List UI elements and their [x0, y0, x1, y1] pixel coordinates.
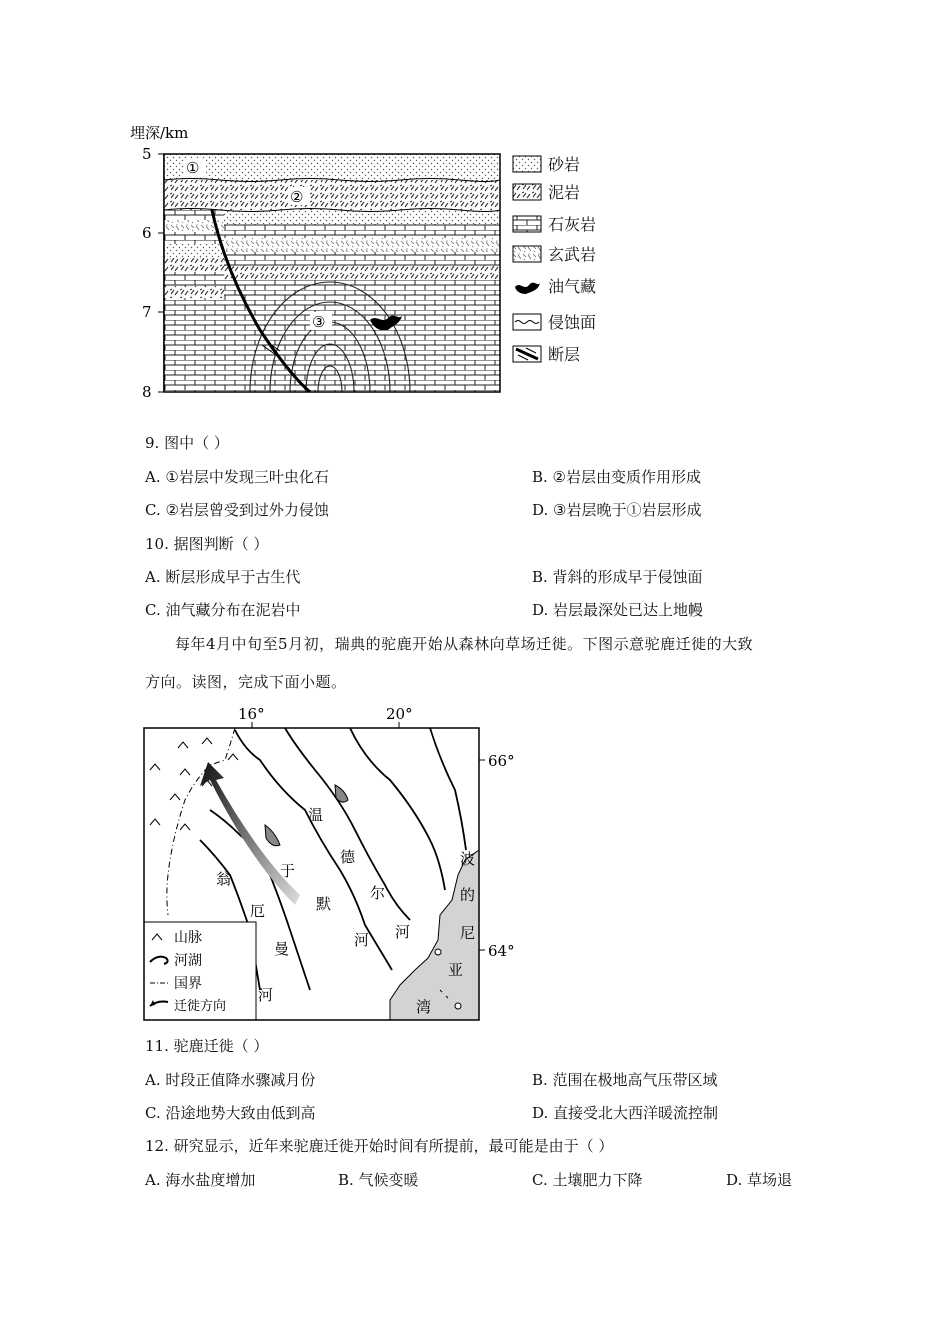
river-yu-2: 默: [316, 895, 332, 913]
oil-icon: [512, 277, 542, 295]
map-legend-migration: 迁徙方向: [174, 999, 227, 1014]
q12-option-d[interactable]: D. 草场退: [726, 1171, 793, 1189]
gulf-3: 尼: [460, 924, 476, 942]
q12-stem: 12. 研究显示，近年来驼鹿迁徙开始时间有所提前，最可能是由于（ ）: [145, 1137, 614, 1155]
river-wen-1: 温: [308, 806, 324, 824]
q12-option-b[interactable]: B. 气候变暖: [338, 1171, 419, 1189]
gulf-4: 亚: [448, 961, 464, 979]
q9-option-d[interactable]: D. ③岩层晚于①岩层形成: [532, 501, 702, 519]
lon-16: 16°: [238, 705, 265, 723]
q11-option-c[interactable]: C. 沿途地势大致由低到高: [145, 1104, 316, 1122]
tick-7: 7: [142, 303, 152, 321]
intro-line-1: 每年4月中旬至5月初，瑞典的驼鹿开始从森林向草场迁徙。下图示意驼鹿迁徙的大致: [175, 635, 754, 653]
map-legend-border: 国界: [174, 976, 202, 992]
legend-basalt: 玄武岩: [512, 242, 596, 265]
q12-option-a[interactable]: A. 海水盐度增加: [145, 1171, 256, 1189]
river-weng-4: 河: [258, 986, 274, 1004]
legend-fault: 断层: [512, 342, 580, 365]
river-weng-1: 翁: [216, 870, 232, 888]
q9-option-c[interactable]: C. ②岩层曾受到过外力侵蚀: [145, 501, 329, 519]
q11-option-a[interactable]: A. 时段正值降水骤减月份: [145, 1071, 316, 1089]
river-weng-3: 曼: [274, 940, 290, 958]
river-wen-2: 德: [340, 848, 356, 866]
q10-option-d[interactable]: D. 岩层最深处已达上地幔: [532, 601, 704, 619]
river-wen-3: 尔: [370, 884, 386, 902]
legend-erosion: 侵蚀面: [512, 310, 596, 333]
q12-option-c[interactable]: C. 土壤肥力下降: [532, 1171, 643, 1189]
intro-line-2: 方向。读图，完成下面小题。: [145, 673, 347, 691]
gulf-5: 湾: [416, 998, 432, 1016]
layer-2-label: ②: [290, 188, 304, 206]
tick-5: 5: [142, 145, 152, 163]
river-yu-3: 河: [354, 931, 370, 949]
q11-option-d[interactable]: D. 直接受北大西洋暖流控制: [532, 1104, 719, 1122]
q9-stem: 9. 图中（ ）: [145, 434, 229, 452]
layer-3-label: ③: [312, 313, 326, 331]
fault-icon: [512, 345, 542, 363]
erosion-icon: [512, 313, 542, 331]
q10-option-c[interactable]: C. 油气藏分布在泥岩中: [145, 601, 301, 619]
map-legend-mountain: 山脉: [174, 930, 202, 946]
migration-map: [140, 700, 530, 1025]
lat-66: 66°: [488, 752, 515, 770]
legend-limestone: 石灰岩: [512, 212, 596, 235]
river-wen-4: 河: [395, 923, 411, 941]
river-yu-1: 于: [280, 862, 296, 880]
q9-option-a[interactable]: A. ①岩层中发现三叶虫化石: [145, 468, 329, 486]
legend-mudstone: 泥岩: [512, 180, 580, 203]
q11-option-b[interactable]: B. 范围在极地高气压带区域: [532, 1071, 718, 1089]
legend-sandstone: 砂岩: [512, 152, 580, 175]
layer-1-label: ①: [186, 159, 200, 177]
map-svg: [140, 700, 530, 1025]
tick-8: 8: [142, 383, 152, 401]
lat-64: 64°: [488, 942, 515, 960]
q9-option-b[interactable]: B. ②岩层由变质作用形成: [532, 468, 702, 486]
q10-option-a[interactable]: A. 断层形成早于古生代: [145, 568, 301, 586]
ylabel: 埋深/km: [130, 124, 189, 142]
map-legend-river: 河湖: [174, 953, 202, 969]
geology-figure: [130, 120, 630, 410]
gulf-2: 的: [460, 886, 476, 904]
q11-stem: 11. 驼鹿迁徙（ ）: [145, 1037, 269, 1055]
q10-option-b[interactable]: B. 背斜的形成早于侵蚀面: [532, 568, 703, 586]
river-weng-2: 厄: [250, 902, 266, 920]
lon-20: 20°: [386, 705, 413, 723]
gulf-1: 波: [460, 850, 476, 868]
tick-6: 6: [142, 224, 152, 242]
q10-stem: 10. 据图判断（ ）: [145, 535, 269, 553]
legend-oil: 油气藏: [512, 274, 596, 297]
